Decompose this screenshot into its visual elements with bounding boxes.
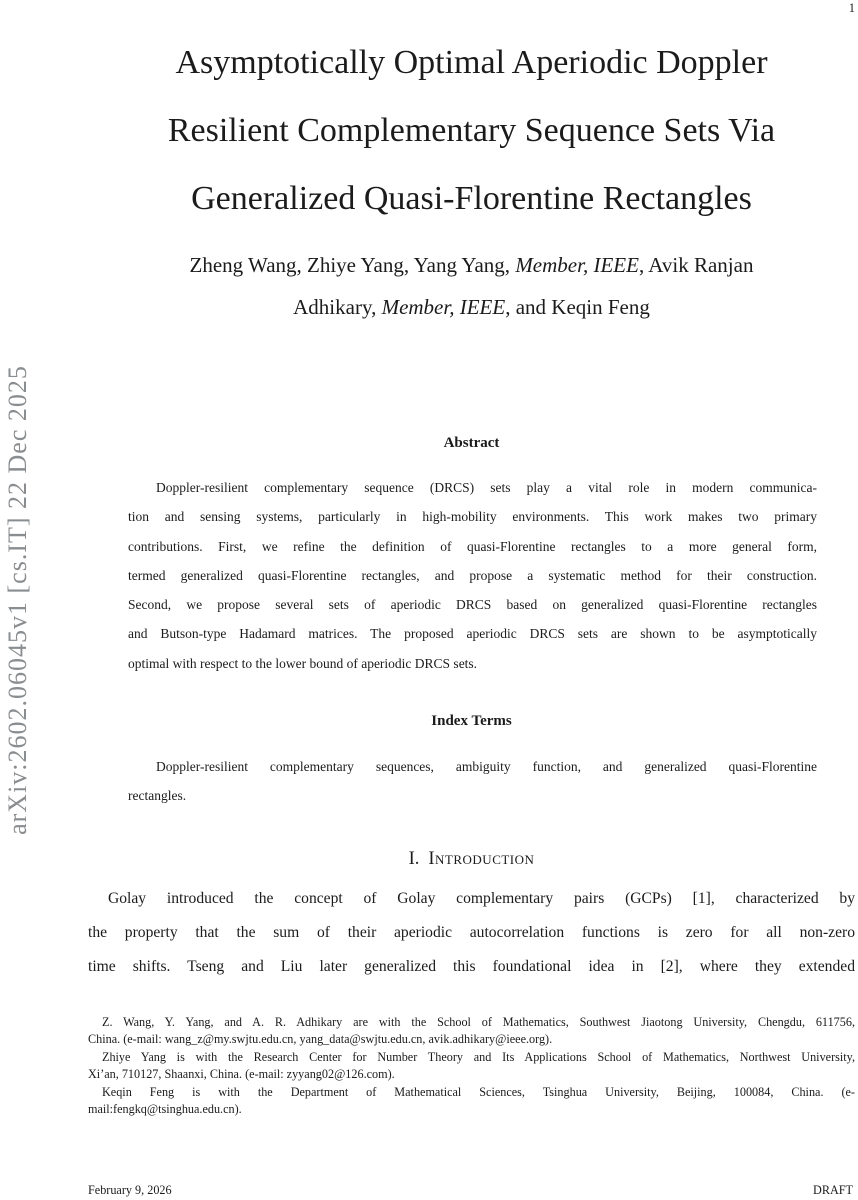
paper-title-line-1: Asymptotically Optimal Aperiodic Doppler — [175, 44, 768, 81]
member-ieee-designation: Member, IEEE — [381, 295, 506, 319]
paper-title-line-2: Resilient Complementary Sequence Sets Via — [167, 112, 776, 149]
page-footer — [88, 1182, 853, 1198]
footnote-line: China. (e-mail: wang_z@my.swjtu.edu.cn, yang_data@swjtu.edu.cn, avik.adhikary@ieee.org). — [88, 1032, 553, 1047]
footnote-line: mail:fengkq@tsinghua.edu.cn). — [88, 1102, 242, 1117]
body-line: Golay introduced the concept of Golay complementary pairs (GCPs) [1], characterized by — [108, 890, 855, 907]
abstract-line: Second, we propose several sets of aperiodic DRCS based on generalized quasi-Florentine rectangles — [128, 597, 817, 613]
paper-title — [88, 29, 855, 233]
introduction-paragraph — [88, 882, 855, 984]
arxiv-stamp: arXiv:2602.06045v1 [cs.IT] 22 Dec 2025 — [3, 365, 32, 835]
footnote-line: Keqin Feng is with the Department of Mathematical Sciences, Tsinghua University, Beijing, 100084, China. (e- — [102, 1084, 855, 1099]
author-names: , and Keqin Feng — [505, 295, 650, 319]
abstract-line: contributions. First, we refine the definition of quasi-Florentine rectangles to a more general form, — [128, 538, 817, 554]
author-line-2 — [88, 286, 855, 328]
author-list — [88, 244, 855, 328]
abstract-line: tion and sensing systems, particularly in high-mobility environments. This work makes two primary — [128, 509, 817, 525]
author-footnotes — [88, 1014, 855, 1118]
section-heading — [88, 847, 855, 871]
footer-date: February 9, 2026 — [88, 1183, 172, 1197]
abstract-heading: Abstract — [443, 435, 500, 451]
page-number: 1 — [848, 1, 855, 15]
paper-title-line-3: Generalized Quasi-Florentine Rectangles — [191, 180, 752, 217]
index-terms-text — [128, 752, 817, 811]
abstract-line: Doppler-resilient complementary sequence (DRCS) sets play a vital role in modern communica- — [156, 480, 817, 495]
author-names: Adhikary, — [293, 295, 382, 319]
member-ieee-designation: Member, IEEE — [515, 253, 639, 277]
footnote-line: Zhiye Yang is with the Research Center for Number Theory and Its Applications School of Mathematics, Northwest University, — [102, 1049, 855, 1064]
abstract-text — [128, 473, 817, 678]
author-names: , Avik Ranjan — [638, 253, 754, 277]
index-terms-heading: Index Terms — [431, 713, 512, 729]
abstract-line: termed generalized quasi-Florentine rectangles, and propose a systematic method for their construction. — [128, 567, 817, 583]
body-line: time shifts. Tseng and Liu later generalized this foundational idea in [2], where they extended — [88, 958, 855, 975]
index-terms-line: Doppler-resilient complementary sequences, ambiguity function, and generalized quasi-Florentine — [156, 759, 817, 774]
footnote-line: Xi’an, 710127, Shaanxi, China. (e-mail: zyyang02@126.com). — [88, 1067, 395, 1082]
abstract-line: optimal with respect to the lower bound of aperiodic DRCS sets. — [128, 655, 478, 671]
section-number: I. — [408, 849, 420, 869]
abstract-line: and Butson-type Hadamard matrices. The proposed aperiodic DRCS sets are shown to be asymptotically — [128, 626, 817, 642]
author-line-1 — [88, 244, 855, 286]
index-terms-line: rectangles. — [128, 788, 187, 804]
section-title: Introduction — [428, 849, 535, 869]
body-line: the property that the sum of their aperiodic autocorrelation functions is zero for all non-zero — [88, 924, 855, 941]
author-names: Zheng Wang, Zhiye Yang, Yang Yang, — [189, 253, 516, 277]
footnote-line: Z. Wang, Y. Yang, and A. R. Adhikary are with the School of Mathematics, Southwest Jiaotong University, Chengdu, 611756, — [102, 1015, 855, 1029]
footer-draft-label: DRAFT — [813, 1183, 853, 1197]
